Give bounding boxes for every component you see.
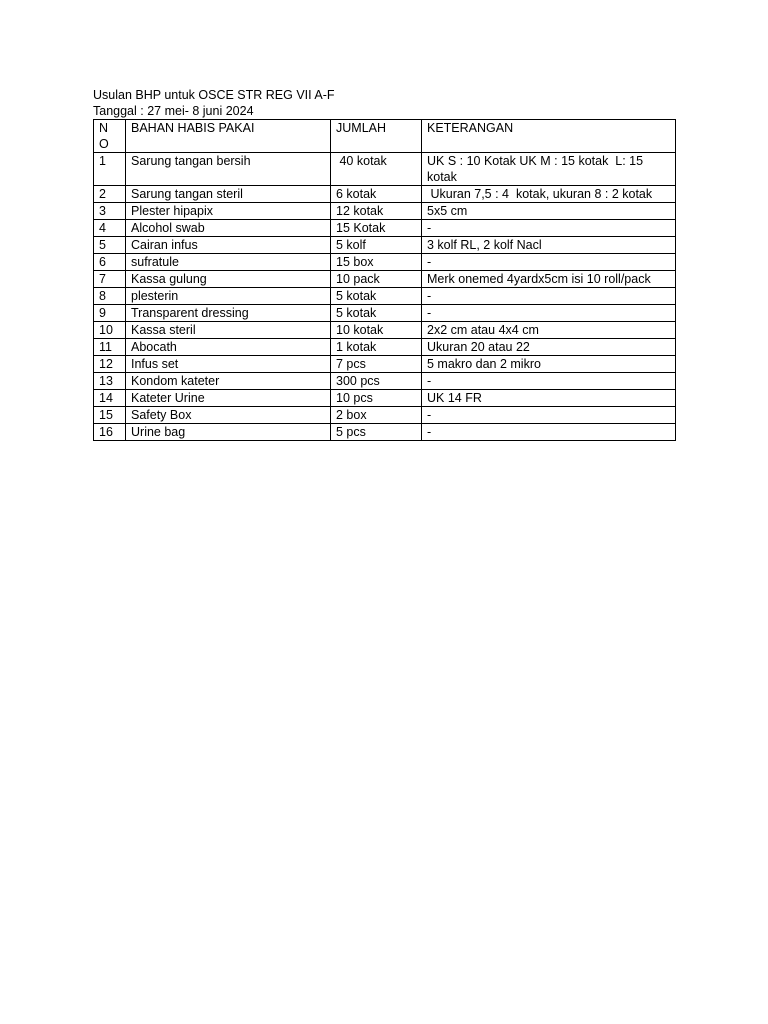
row-item: Kassa steril [126, 322, 331, 339]
row-number: 4 [94, 220, 126, 237]
row-quantity: 300 pcs [331, 373, 422, 390]
row-item: Sarung tangan steril [126, 186, 331, 203]
document-page [93, 87, 675, 441]
row-item: Sarung tangan bersih [126, 153, 331, 186]
row-note: - [422, 407, 676, 424]
row-item: Alcohol swab [126, 220, 331, 237]
row-quantity: 5 kolf [331, 237, 422, 254]
row-number: 6 [94, 254, 126, 271]
table-row [94, 203, 676, 220]
table-body [94, 153, 676, 441]
bhp-table [93, 119, 676, 441]
table-row [94, 390, 676, 407]
row-number: 16 [94, 424, 126, 441]
row-note: - [422, 373, 676, 390]
table-row [94, 373, 676, 390]
table-row [94, 305, 676, 322]
header-qty: JUMLAH [331, 120, 422, 153]
row-item: Transparent dressing [126, 305, 331, 322]
row-quantity: 10 pack [331, 271, 422, 288]
document-date: Tanggal : 27 mei- 8 juni 2024 [93, 104, 254, 118]
row-number: 5 [94, 237, 126, 254]
table-row [94, 186, 676, 203]
table-row [94, 254, 676, 271]
row-item: Abocath [126, 339, 331, 356]
row-item: Plester hipapix [126, 203, 331, 220]
row-number: 1 [94, 153, 126, 186]
row-item: plesterin [126, 288, 331, 305]
table-row [94, 322, 676, 339]
table-row [94, 153, 676, 186]
row-quantity: 5 pcs [331, 424, 422, 441]
row-note: - [422, 220, 676, 237]
row-note: - [422, 424, 676, 441]
row-number: 9 [94, 305, 126, 322]
row-note: UK S : 10 Kotak UK M : 15 kotak L: 15 kotak [422, 153, 676, 186]
row-note: 5 makro dan 2 mikro [422, 356, 676, 373]
table-row [94, 407, 676, 424]
row-quantity: 10 pcs [331, 390, 422, 407]
row-note: Ukuran 20 atau 22 [422, 339, 676, 356]
row-quantity: 12 kotak [331, 203, 422, 220]
row-number: 13 [94, 373, 126, 390]
row-note: - [422, 254, 676, 271]
row-number: 3 [94, 203, 126, 220]
row-item: Infus set [126, 356, 331, 373]
row-note: - [422, 305, 676, 322]
row-quantity: 5 kotak [331, 305, 422, 322]
row-number: 10 [94, 322, 126, 339]
row-note: 3 kolf RL, 2 kolf Nacl [422, 237, 676, 254]
row-quantity: 5 kotak [331, 288, 422, 305]
row-quantity: 6 kotak [331, 186, 422, 203]
table-header-row [94, 120, 676, 153]
row-note: 2x2 cm atau 4x4 cm [422, 322, 676, 339]
row-item: Kondom kateter [126, 373, 331, 390]
row-number: 8 [94, 288, 126, 305]
row-quantity: 2 box [331, 407, 422, 424]
row-quantity: 15 box [331, 254, 422, 271]
row-number: 7 [94, 271, 126, 288]
row-quantity: 7 pcs [331, 356, 422, 373]
row-number: 15 [94, 407, 126, 424]
header-no [94, 120, 126, 153]
row-item: Cairan infus [126, 237, 331, 254]
header-no-label: NO [99, 121, 109, 151]
header-item: BAHAN HABIS PAKAI [126, 120, 331, 153]
row-number: 12 [94, 356, 126, 373]
row-quantity: 40 kotak [331, 153, 422, 186]
header-note: KETERANGAN [422, 120, 676, 153]
table-row [94, 288, 676, 305]
row-item: Urine bag [126, 424, 331, 441]
row-quantity: 1 kotak [331, 339, 422, 356]
table-row [94, 271, 676, 288]
row-number: 11 [94, 339, 126, 356]
row-quantity: 10 kotak [331, 322, 422, 339]
table-row [94, 220, 676, 237]
row-number: 14 [94, 390, 126, 407]
row-item: sufratule [126, 254, 331, 271]
row-number: 2 [94, 186, 126, 203]
table-row [94, 339, 676, 356]
row-item: Kateter Urine [126, 390, 331, 407]
table-row [94, 424, 676, 441]
document-title: Usulan BHP untuk OSCE STR REG VII A-F [93, 88, 335, 102]
row-item: Safety Box [126, 407, 331, 424]
row-note: Ukuran 7,5 : 4 kotak, ukuran 8 : 2 kotak [422, 186, 676, 203]
row-note: Merk onemed 4yardx5cm isi 10 roll/pack [422, 271, 676, 288]
row-note: UK 14 FR [422, 390, 676, 407]
table-row [94, 237, 676, 254]
row-note: 5x5 cm [422, 203, 676, 220]
row-quantity: 15 Kotak [331, 220, 422, 237]
row-item: Kassa gulung [126, 271, 331, 288]
row-note: - [422, 288, 676, 305]
table-row [94, 356, 676, 373]
